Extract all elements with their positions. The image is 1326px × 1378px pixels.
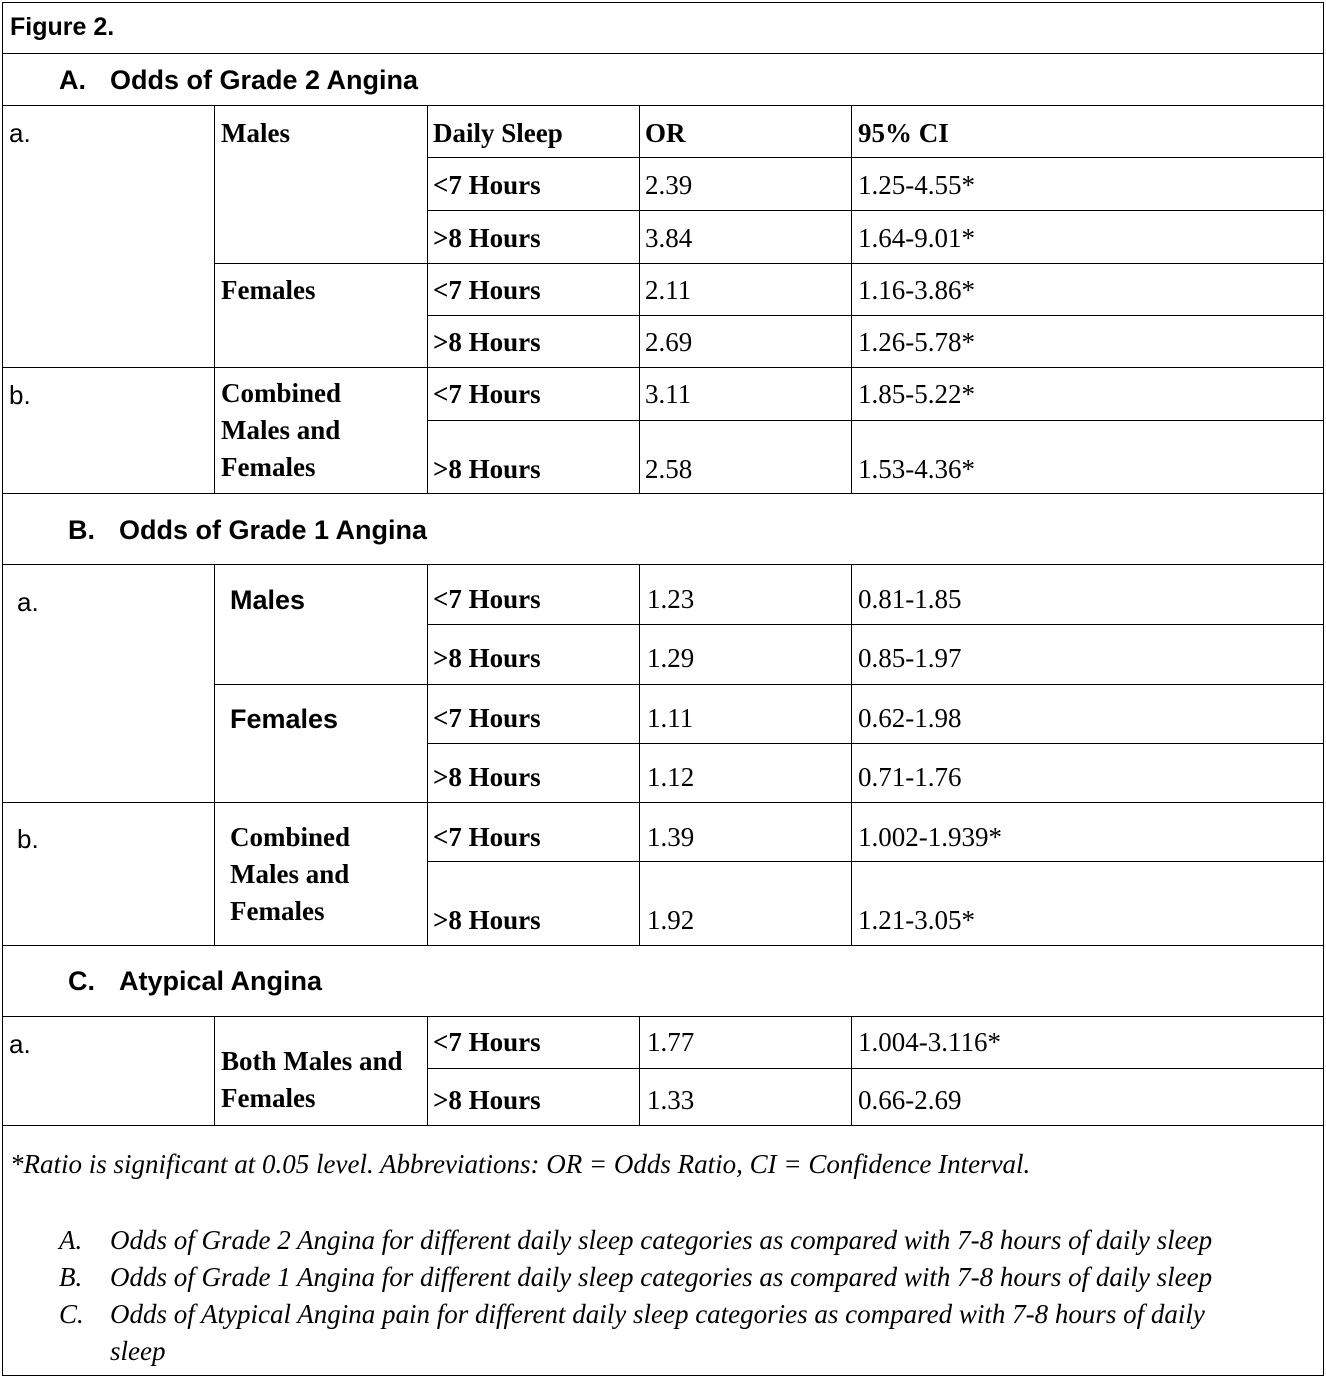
rule-a-group <box>214 263 1324 264</box>
group-label-males: Males <box>230 585 306 615</box>
sleep-cell: >8 Hours <box>433 762 541 792</box>
rule-b-part <box>2 802 1324 803</box>
ci-cell: 1.004-3.116* <box>858 1027 1001 1057</box>
group-label-line: Males and <box>221 415 341 445</box>
legend-text: Odds of Grade 2 Angina for different daily sleep categories as compared with 7-8 hours of daily sleep <box>110 1225 1213 1255</box>
col-rule-or <box>639 564 640 945</box>
group-label-line: Males and <box>230 859 350 889</box>
col-rule-sleep <box>427 1016 428 1125</box>
group-label-combined <box>230 819 350 930</box>
sleep-cell: >8 Hours <box>433 905 541 935</box>
legend-label: C. <box>59 1299 84 1329</box>
or-cell: 3.84 <box>645 223 693 253</box>
or-cell: 2.69 <box>645 327 693 357</box>
rule-figure-title <box>2 53 1324 54</box>
rule-section-a-heading <box>2 105 1324 106</box>
or-cell: 1.23 <box>647 584 695 614</box>
ci-cell: 0.62-1.98 <box>858 703 962 733</box>
ci-cell: 1.21-3.05* <box>858 905 975 935</box>
or-cell: 1.12 <box>647 762 695 792</box>
rule-section-b-heading <box>2 564 1324 565</box>
ci-cell: 1.53-4.36* <box>858 454 975 484</box>
significance-footnote: *Ratio is significant at 0.05 level. Abbreviations: OR = Odds Ratio, CI = Confidence Interval. <box>10 1149 1031 1179</box>
rule-b-row <box>427 861 1324 862</box>
sleep-cell: <7 Hours <box>433 584 541 614</box>
part-letter: a. <box>9 1029 31 1059</box>
legend-text: Odds of Grade 1 Angina for different daily sleep categories as compared with 7-8 hours of daily sleep <box>110 1262 1213 1292</box>
ci-cell: 1.25-4.55* <box>858 170 975 200</box>
column-header-daily-sleep: Daily Sleep <box>433 118 563 148</box>
col-rule-ci <box>851 1016 852 1125</box>
group-label-combined <box>221 375 341 486</box>
part-letter: b. <box>9 380 31 410</box>
section-c-title: Atypical Angina <box>119 966 323 996</box>
rule-a-row <box>427 420 1324 421</box>
group-label-females: Females <box>221 275 316 305</box>
group-label-line: Females <box>221 1083 316 1113</box>
ci-cell: 0.66-2.69 <box>858 1085 962 1115</box>
sleep-cell: >8 Hours <box>433 1085 541 1115</box>
or-cell: 2.39 <box>645 170 693 200</box>
column-header-ci: 95% CI <box>858 118 949 148</box>
ci-cell: 1.26-5.78* <box>858 327 975 357</box>
or-cell: 1.33 <box>647 1085 695 1115</box>
sleep-cell: >8 Hours <box>433 454 541 484</box>
sleep-cell: >8 Hours <box>433 327 541 357</box>
rule-b-row <box>427 743 1324 744</box>
legend-text: sleep <box>110 1336 166 1366</box>
part-letter: b. <box>17 824 39 854</box>
col-rule-or <box>639 1016 640 1125</box>
rule-a-header <box>427 157 1324 158</box>
group-label-males: Males <box>221 118 290 148</box>
sleep-cell: <7 Hours <box>433 703 541 733</box>
column-header-or: OR <box>645 118 686 148</box>
rule-section-c-heading <box>2 1016 1324 1017</box>
group-label-line: Females <box>230 896 325 926</box>
group-label-line: Combined <box>221 378 342 408</box>
part-letter: a. <box>17 587 39 617</box>
sleep-cell: <7 Hours <box>433 1027 541 1057</box>
ci-cell: 0.71-1.76 <box>858 762 962 792</box>
col-rule-group <box>214 564 215 945</box>
or-cell: 2.11 <box>645 275 692 305</box>
sleep-cell: <7 Hours <box>433 275 541 305</box>
sleep-cell: >8 Hours <box>433 223 541 253</box>
sleep-cell: <7 Hours <box>433 379 541 409</box>
sleep-cell: <7 Hours <box>433 170 541 200</box>
ci-cell: 1.16-3.86* <box>858 275 975 305</box>
group-label-line: Females <box>221 452 316 482</box>
ci-cell: 1.64-9.01* <box>858 223 975 253</box>
or-cell: 1.39 <box>647 822 695 852</box>
rule-section-a-end <box>2 493 1324 494</box>
sleep-cell: >8 Hours <box>433 643 541 673</box>
or-cell: 1.29 <box>647 643 695 673</box>
section-a-title: Odds of Grade 2 Angina <box>110 65 419 95</box>
col-rule-ci <box>851 564 852 945</box>
ci-cell: 1.002-1.939* <box>858 822 1002 852</box>
part-letter: a. <box>9 118 31 148</box>
rule-a-row <box>427 315 1324 316</box>
col-rule-ci <box>851 105 852 493</box>
or-cell: 2.58 <box>645 454 693 484</box>
rule-section-b-end <box>2 945 1324 946</box>
or-cell: 3.11 <box>645 379 692 409</box>
col-rule-or <box>639 105 640 493</box>
legend-label: A. <box>59 1225 83 1255</box>
group-label-both <box>221 1043 403 1117</box>
rule-a-part <box>2 367 1324 368</box>
group-label-line: Combined <box>230 822 351 852</box>
group-label-line: Both Males and <box>221 1046 403 1076</box>
section-c-letter: C. <box>68 966 95 996</box>
or-cell: 1.77 <box>647 1027 695 1057</box>
section-a-letter: A. <box>59 65 86 95</box>
col-rule-group <box>214 105 215 493</box>
ci-cell: 0.85-1.97 <box>858 643 962 673</box>
ci-cell: 0.81-1.85 <box>858 584 962 614</box>
rule-section-c-end <box>2 1125 1324 1126</box>
rule-a-row <box>427 210 1324 211</box>
figure-title: Figure 2. <box>10 13 115 41</box>
sleep-cell: <7 Hours <box>433 822 541 852</box>
rule-b-group <box>214 684 1324 685</box>
rule-c-row <box>427 1068 1324 1069</box>
section-b-letter: B. <box>68 515 95 545</box>
legend-text: Odds of Atypical Angina pain for different daily sleep categories as compared with 7-8 hours of daily <box>110 1299 1205 1329</box>
group-label-females: Females <box>230 704 339 734</box>
legend-label: B. <box>59 1262 83 1292</box>
or-cell: 1.92 <box>647 905 695 935</box>
col-rule-sleep <box>427 105 428 493</box>
or-cell: 1.11 <box>647 703 694 733</box>
col-rule-sleep <box>427 564 428 945</box>
ci-cell: 1.85-5.22* <box>858 379 975 409</box>
section-b-title: Odds of Grade 1 Angina <box>119 515 428 545</box>
col-rule-group <box>214 1016 215 1125</box>
rule-b-row <box>427 624 1324 625</box>
